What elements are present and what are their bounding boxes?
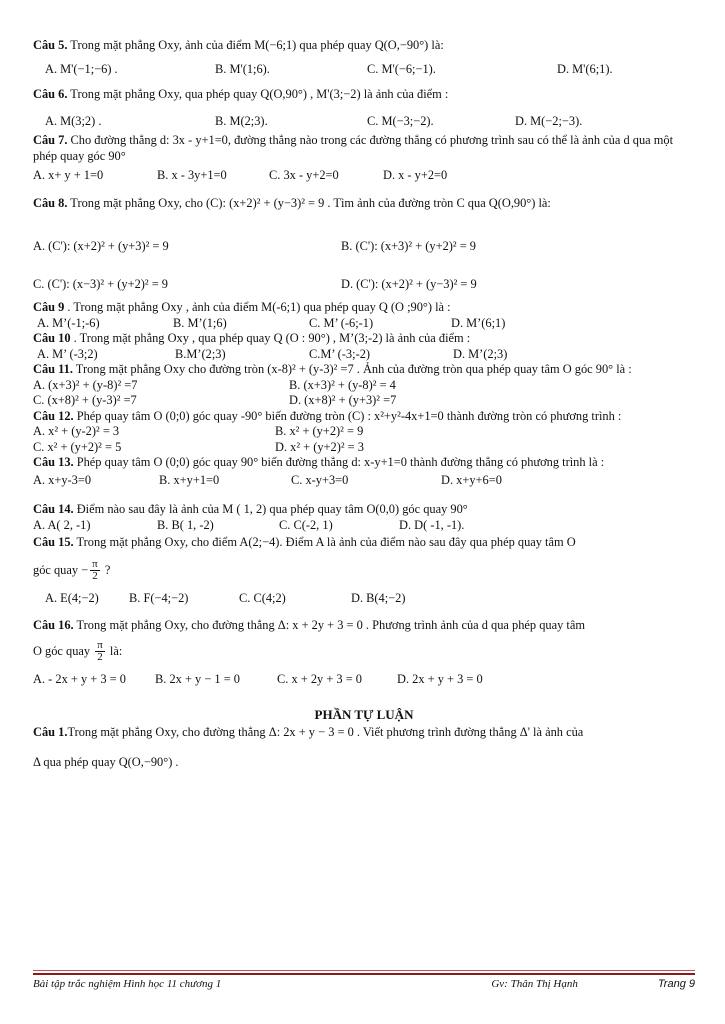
question-16 xyxy=(33,618,695,634)
question-13 xyxy=(33,455,695,471)
question-text: ? xyxy=(101,562,111,577)
option-b[interactable]: B. x - 3y+1=0 xyxy=(157,168,227,182)
fraction-numerator: π xyxy=(97,638,103,651)
question-text: Δ qua phép quay Q(O,−90°) . xyxy=(33,754,179,769)
option-a[interactable]: A. M’ (-3;2) xyxy=(37,346,98,361)
option-a[interactable]: A. M’(-1;-6) xyxy=(37,315,100,330)
option-d[interactable]: D. x - y+2=0 xyxy=(383,168,448,182)
option-a[interactable]: A. A( 2, -1) xyxy=(33,517,91,532)
fraction-denominator: 2 xyxy=(97,651,103,664)
question-text: Trong mặt phẳng Oxy cho đường tròn (x-8)² + (y-3)² =7 . Ảnh của đường tròn qua phép quay tâm O góc 90° là : xyxy=(72,362,632,376)
option-d[interactable]: D. B(4;−2) xyxy=(351,590,406,605)
answer-options xyxy=(33,518,695,534)
footer-divider xyxy=(33,973,695,975)
option-c[interactable]: C. x-y+3=0 xyxy=(291,472,349,487)
question-5 xyxy=(33,38,695,54)
option-d[interactable]: D. M’(2;3) xyxy=(453,346,508,361)
option-d[interactable]: D. x+y+6=0 xyxy=(441,472,502,487)
question-label: Câu 9 xyxy=(33,300,65,314)
option-b[interactable]: B. x² + (y+2)² = 9 xyxy=(275,424,364,438)
footer-divider xyxy=(33,970,695,971)
question-text: Phép quay tâm O (0;0) góc quay 90° biến đường thẳng d: x-y+1=0 thành đường thẳng có phương trình là : xyxy=(73,455,605,469)
question-label: Câu 8. xyxy=(33,195,68,210)
option-a[interactable]: A. x² + (y-2)² = 3 xyxy=(33,424,120,438)
option-b[interactable]: B. M(2;3). xyxy=(215,113,268,128)
option-d[interactable]: D. (x+8)² + (y+3)² =7 xyxy=(289,393,397,407)
essay-question-1 xyxy=(33,725,695,741)
option-b[interactable]: B.M’(2;3) xyxy=(175,346,226,361)
option-a[interactable]: A. M(3;2) . xyxy=(45,113,102,128)
option-c[interactable]: C.M’ (-3;-2) xyxy=(309,346,371,361)
option-c[interactable]: C. C(4;2) xyxy=(239,590,286,605)
option-c[interactable]: C. M(−3;−2). xyxy=(367,113,434,128)
question-14 xyxy=(33,502,695,518)
option-c[interactable]: C. (x+8)² + (y-3)² =7 xyxy=(33,393,137,407)
answer-options xyxy=(33,393,695,409)
answer-options xyxy=(33,440,695,456)
question-page xyxy=(33,12,695,770)
option-b[interactable]: B. M'(1;6). xyxy=(215,61,270,76)
question-label: Câu 11. xyxy=(33,362,73,376)
option-c[interactable]: C. 3x - y+2=0 xyxy=(269,168,339,182)
question-9 xyxy=(33,300,695,316)
answer-options xyxy=(33,473,695,489)
answer-options xyxy=(37,316,695,332)
question-text: Điểm nào sau đây là ảnh của M ( 1, 2) qua phép quay tâm O(0,0) góc quay 90° xyxy=(73,502,468,516)
question-11 xyxy=(33,362,695,378)
option-b[interactable]: B. x+y+1=0 xyxy=(159,472,220,487)
question-text: Trong mặt phẳng Oxy, cho điểm A(2;−4). Điểm A là ảnh của điểm nào sau đây qua phép quay tâm O xyxy=(73,535,576,549)
option-d[interactable]: D. D( -1, -1). xyxy=(399,517,465,532)
question-6 xyxy=(33,87,695,103)
question-text: Trong mặt phẳng Oxy, ảnh của điểm M(−6;1) qua phép quay Q(O,−90°) là: xyxy=(67,38,444,52)
option-c[interactable]: C. C(-2, 1) xyxy=(279,517,333,532)
option-b[interactable]: B. F(−4;−2) xyxy=(129,590,189,605)
question-label: Câu 12. xyxy=(33,408,74,423)
question-text: Cho đường thẳng d: 3x - y+1=0, đường thẳng nào trong các đường thẳng có phương trình sau có thể là ảnh của d qua một phép quay góc 90° xyxy=(33,133,674,163)
option-d[interactable]: D. (C'): (x+2)² + (y−3)² = 9 xyxy=(341,276,477,291)
question-text: Phép quay tâm O (0;0) góc quay -90° biến đường tròn (C) : x²+y²-4x+1=0 thành đường tròn có phương trình : xyxy=(73,408,622,423)
option-a[interactable]: A. (x+3)² + (y-8)² =7 xyxy=(33,377,138,392)
question-label: Câu 5. xyxy=(33,38,68,52)
option-b[interactable]: B. 2x + y − 1 = 0 xyxy=(155,671,240,686)
question-text: O góc quay xyxy=(33,643,94,658)
fraction-denominator: 2 xyxy=(92,570,98,583)
question-text: Trong mặt phẳng Oxy, qua phép quay Q(O,90°) , M'(3;−2) là ảnh của điểm : xyxy=(67,87,449,101)
answer-options xyxy=(33,239,695,255)
answer-options xyxy=(37,347,695,363)
page-number: Trang 9 xyxy=(657,978,695,990)
fraction-numerator: π xyxy=(92,557,98,570)
question-text: . Trong mặt phẳng Oxy , qua phép quay Q (O : 90°) , M’(3;-2) là ảnh của điểm : xyxy=(70,331,471,345)
question-text: Trong mặt phẳng Oxy, cho (C): (x+2)² + (y−3)² = 9 . Tìm ảnh của đường tròn C qua Q(O,90°) là: xyxy=(67,195,551,210)
question-label: Câu 6. xyxy=(33,87,68,101)
option-c[interactable]: C. M'(−6;−1). xyxy=(367,61,436,76)
question-7 xyxy=(33,133,695,164)
option-b[interactable]: B. (x+3)² + (y-8)² = 4 xyxy=(289,377,396,392)
answer-options xyxy=(33,672,695,688)
footer-teacher: Gv: Thân Thị Hạnh xyxy=(491,978,578,990)
answer-options xyxy=(45,62,695,78)
option-b[interactable]: B. B( 1, -2) xyxy=(157,517,214,532)
essay-question-1-cont xyxy=(33,755,695,771)
option-a[interactable]: A. M'(−1;−6) . xyxy=(45,61,118,76)
option-b[interactable]: B. M’(1;6) xyxy=(173,315,227,330)
page-footer xyxy=(33,978,695,992)
option-d[interactable]: D. M(−2;−3). xyxy=(515,113,583,128)
answer-options xyxy=(45,591,695,607)
question-label: Câu 7. xyxy=(33,133,68,147)
question-label: Câu 15. xyxy=(33,535,74,549)
answer-options xyxy=(33,378,695,394)
question-label: Câu 1. xyxy=(33,725,68,740)
option-a[interactable]: A. x+ y + 1=0 xyxy=(33,168,104,182)
question-label: Câu 13. xyxy=(33,455,74,469)
option-d[interactable]: D. 2x + y + 3 = 0 xyxy=(397,671,483,686)
question-text: . Trong mặt phẳng Oxy , ảnh của điểm M(-6;1) qua phép quay Q (O ;90°) là : xyxy=(64,300,451,314)
option-d[interactable]: D. M'(6;1). xyxy=(557,61,613,76)
question-text: là: xyxy=(106,643,123,658)
option-a[interactable]: A. E(4;−2) xyxy=(45,590,99,605)
question-12 xyxy=(33,409,695,425)
question-text: Trong mặt phẳng Oxy, cho đường thẳng Δ: x + 2y + 3 = 0 . Phương trình ảnh của d qua phép quay tâm xyxy=(73,618,585,633)
option-a[interactable]: A. (C'): (x+2)² + (y+3)² = 9 xyxy=(33,239,169,253)
option-a[interactable]: A. - 2x + y + 3 = 0 xyxy=(33,671,126,686)
question-16-cont xyxy=(33,640,695,664)
option-c[interactable]: C. x + 2y + 3 = 0 xyxy=(277,671,362,686)
question-15-cont xyxy=(33,559,695,583)
fraction xyxy=(95,640,105,664)
answer-options xyxy=(33,277,695,293)
question-text: Trong mặt phẳng Oxy, cho đường thẳng Δ: 2x + y − 3 = 0 . Viết phương trình đường thẳng Δ' là ảnh của xyxy=(67,725,584,740)
answer-options xyxy=(33,168,695,184)
question-15 xyxy=(33,535,695,551)
option-d[interactable]: D. x² + (y+2)² = 3 xyxy=(275,439,364,454)
question-text: góc quay − xyxy=(33,562,89,577)
footer-course-title: Bài tập trắc nghiệm Hình học 11 chương 1 xyxy=(33,978,222,990)
option-a[interactable]: A. x+y-3=0 xyxy=(33,472,92,487)
fraction xyxy=(90,559,100,583)
option-b[interactable]: B. (C'): (x+3)² + (y+2)² = 9 xyxy=(341,239,477,253)
option-d[interactable]: D. M’(6;1) xyxy=(451,315,506,330)
section-title: PHẦN TỰ LUẬN xyxy=(314,707,414,723)
answer-options xyxy=(45,114,695,130)
question-8 xyxy=(33,196,695,212)
answer-options xyxy=(33,424,695,440)
question-label: Câu 10 xyxy=(33,331,71,345)
option-c[interactable]: C. (C'): (x−3)² + (y+2)² = 9 xyxy=(33,276,169,291)
option-c[interactable]: C. M’ (-6;-1) xyxy=(309,315,374,330)
question-10 xyxy=(33,331,695,347)
question-label: Câu 14. xyxy=(33,502,74,516)
option-c[interactable]: C. x² + (y+2)² = 5 xyxy=(33,439,122,454)
question-label: Câu 16. xyxy=(33,618,74,633)
